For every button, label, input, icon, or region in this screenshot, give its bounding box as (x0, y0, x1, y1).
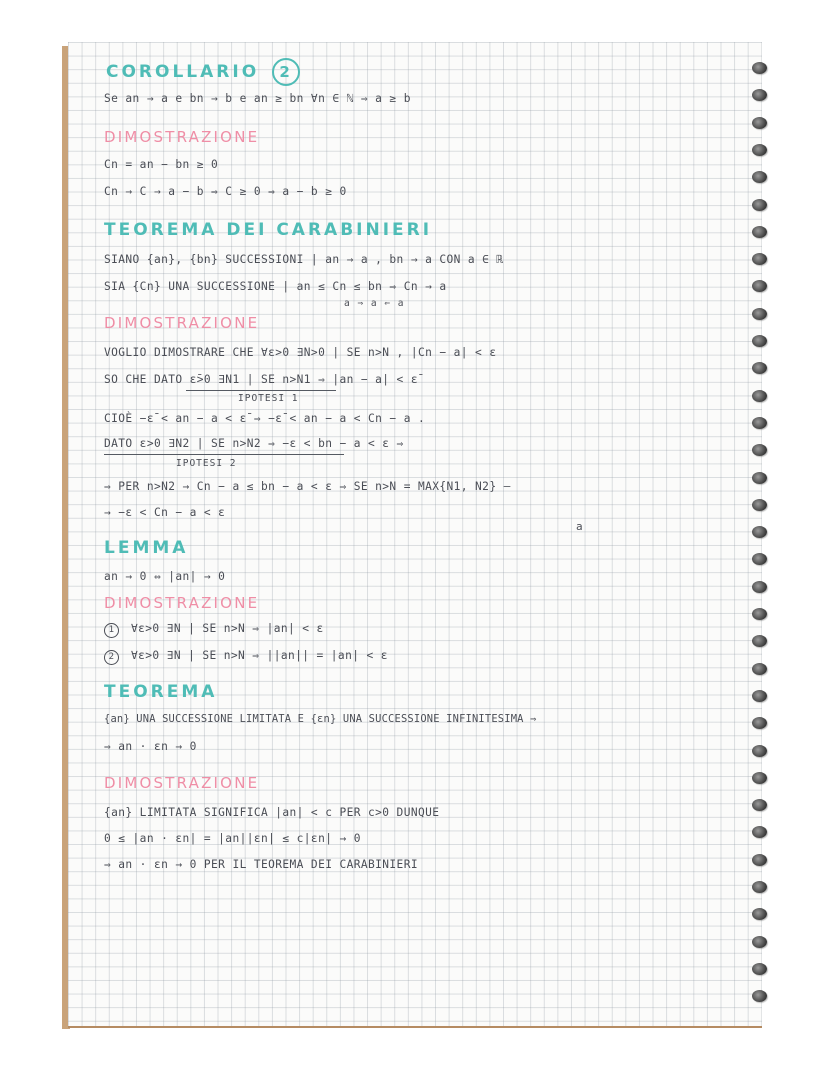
carabinieri-line-2: SIA {Cn} UNA SUCCESSIONE | an ≤ Cn ≤ bn ⇒ Cn → a (104, 280, 447, 293)
spiral-ring (752, 117, 767, 129)
dimostrazione-3-item-2 (104, 649, 388, 665)
dimostrazione-2-line-4: DATO ε>0 ∃N2 | SE n>N2 ⇒ −ε < bn − a < ε ⇒ (104, 437, 404, 450)
spiral-ring (752, 881, 767, 893)
spiral-ring (752, 663, 767, 675)
dimostrazione-4-line-3: ⇒ an · εn → 0 PER IL TEOREMA DEI CARABINIERI (104, 858, 418, 871)
spiral-ring (752, 963, 767, 975)
stray-a-mark: a (576, 520, 584, 533)
carabinieri-line-1: SIANO {an}, {bn} SUCCESSIONI | an → a , bn → a CON a ∈ ℝ (104, 253, 504, 266)
dimostrazione-2-title: DIMOSTRAZIONE (104, 314, 260, 332)
spiral-ring (752, 199, 767, 211)
ipotesi-1-label: IPOTESI 1 (238, 393, 299, 404)
item-1-text: ∀ε>0 ∃N | SE n>N ⇒ |an| < ε (131, 622, 324, 635)
spiral-ring (752, 717, 767, 729)
dimostrazione-3-item-1 (104, 622, 324, 638)
teorema-title: TEOREMA (104, 682, 218, 702)
dimostrazione-4-line-2: 0 ≤ |an · εn| = |an||εn| ≤ c|εn| → 0 (104, 832, 361, 845)
corollario-title: COROLLARIO (106, 62, 260, 82)
spiral-ring (752, 417, 767, 429)
spiral-ring (752, 990, 767, 1002)
lemma-title: LEMMA (104, 538, 189, 558)
dimostrazione-3-title: DIMOSTRAZIONE (104, 594, 260, 612)
dimostrazione-4-title: DIMOSTRAZIONE (104, 774, 260, 792)
spiral-ring (752, 226, 767, 238)
dimostrazione-2-line-1: VOGLIO DIMOSTRARE CHE ∀ε>0 ∃N>0 | SE n>N , |Cn − a| < ε (104, 346, 497, 359)
item-1-number: 1 (104, 623, 119, 638)
spiral-ring (752, 390, 767, 402)
spiral-ring (752, 89, 767, 101)
corollario-number: 2 (272, 58, 300, 86)
spiral-ring (752, 908, 767, 920)
spiral-ring (752, 472, 767, 484)
dimostrazione-1-line-1: Cn = an − bn ≥ 0 (104, 158, 219, 171)
spiral-ring (752, 144, 767, 156)
spiral-ring (752, 499, 767, 511)
carabinieri-arrows-note: a ⇒ a ⇐ a (344, 298, 405, 309)
corollario-statement: Se an → a e bn → b e an ≥ bn ∀n ∈ ℕ ⇒ a ≥ b (104, 92, 411, 105)
spiral-ring (752, 171, 767, 183)
spiral-ring (752, 936, 767, 948)
spiral-ring (752, 280, 767, 292)
lemma-statement: an → 0 ⇔ |an| → 0 (104, 570, 226, 583)
dimostrazione-1-title: DIMOSTRAZIONE (104, 128, 260, 146)
dimostrazione-2-line-3: CIOÈ −ε̄ < an − a < ε̄ ⇒ −ε̄ < an − a < Cn − a . (104, 412, 426, 425)
spiral-ring (752, 308, 767, 320)
spiral-ring (752, 826, 767, 838)
spiral-ring (752, 553, 767, 565)
teorema-line-1: {an} UNA SUCCESSIONE LIMITATA E {εn} UNA SUCCESSIONE INFINITESIMA ⇒ (104, 713, 537, 725)
spiral-ring (752, 526, 767, 538)
spiral-ring (752, 362, 767, 374)
dimostrazione-2-line-6: → −ε < Cn − a < ε (104, 506, 226, 519)
ipotesi-2-label: IPOTESI 2 (176, 458, 237, 469)
spiral-ring (752, 581, 767, 593)
item-2-text: ∀ε>0 ∃N | SE n>N ⇒ ||an|| = |an| < ε (131, 649, 388, 662)
dimostrazione-1-line-2: Cn → C → a − b ⇒ C ≥ 0 ⇒ a − b ≥ 0 (104, 185, 347, 198)
spiral-ring (752, 253, 767, 265)
spiral-ring (752, 690, 767, 702)
teorema-line-2: ⇒ an · εn → 0 (104, 740, 197, 753)
spiral-ring (752, 335, 767, 347)
spiral-ring (752, 608, 767, 620)
spiral-ring (752, 772, 767, 784)
dimostrazione-2-line-2: SO CHE DATO ε̄>0 ∃N1 | SE n>N1 ⇒ |an − a| < ε̄ (104, 373, 418, 386)
spiral-binding (748, 62, 772, 1012)
underline-ipotesi-2 (104, 454, 344, 455)
item-2-number: 2 (104, 650, 119, 665)
spiral-ring (752, 854, 767, 866)
spiral-ring (752, 62, 767, 74)
underline-ipotesi-1 (186, 390, 336, 391)
corollario-heading (106, 58, 300, 86)
carabinieri-title: TEOREMA DEI CARABINIERI (104, 220, 433, 240)
spiral-ring (752, 444, 767, 456)
dimostrazione-2-line-5: ⇒ PER n>N2 → Cn − a ≤ bn − a < ε ⇒ SE n>N = MAX{N1, N2} — (104, 480, 511, 493)
spiral-ring (752, 799, 767, 811)
spiral-ring (752, 745, 767, 757)
spiral-ring (752, 635, 767, 647)
dimostrazione-4-line-1: {an} LIMITATA SIGNIFICA |an| < c PER c>0 DUNQUE (104, 806, 440, 819)
